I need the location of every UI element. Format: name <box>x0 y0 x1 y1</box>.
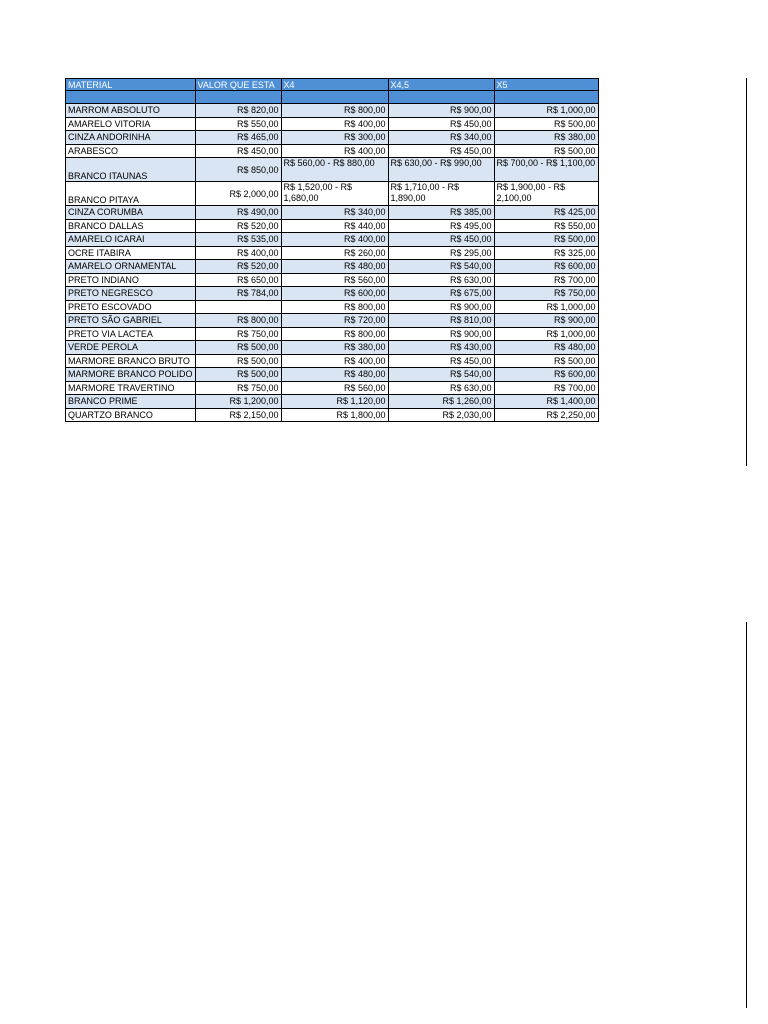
cell-x45: R$ 2,030,00 <box>388 408 494 422</box>
cell-x45: R$ 630,00 <box>388 273 494 287</box>
cell-x45: R$ 1,260,00 <box>388 395 494 409</box>
page-border-top-segment <box>746 78 747 466</box>
table-body <box>66 104 599 422</box>
cell-material: BRANCO PRIME <box>66 395 196 409</box>
cell-x4: R$ 380,00 <box>281 341 388 355</box>
cell-x5: R$ 900,00 <box>494 314 598 328</box>
header-x5: X5 <box>494 79 598 91</box>
cell-x5: R$ 380,00 <box>494 131 598 145</box>
header-blank-row <box>66 91 599 104</box>
cell-x45: R$ 900,00 <box>388 300 494 314</box>
cell-x45: R$ 385,00 <box>388 206 494 220</box>
cell-x4: R$ 300,00 <box>281 131 388 145</box>
cell-x5: R$ 325,00 <box>494 246 598 260</box>
blank-cell <box>281 91 388 104</box>
cell-valor: R$ 550,00 <box>195 117 281 131</box>
cell-material: AMARELO ICARAI <box>66 233 196 247</box>
cell-x5: R$ 500,00 <box>494 233 598 247</box>
cell-material: BRANCO ITAUNAS <box>66 158 196 182</box>
blank-cell <box>66 91 196 104</box>
cell-valor: R$ 400,00 <box>195 246 281 260</box>
cell-x4: R$ 1,120,00 <box>281 395 388 409</box>
cell-valor: R$ 500,00 <box>195 341 281 355</box>
cell-material: CINZA CORUMBA <box>66 206 196 220</box>
cell-valor: R$ 2,150,00 <box>195 408 281 422</box>
cell-x4: R$ 400,00 <box>281 233 388 247</box>
cell-material: BRANCO DALLAS <box>66 219 196 233</box>
cell-material: PRETO NEGRESCO <box>66 287 196 301</box>
cell-valor: R$ 800,00 <box>195 314 281 328</box>
cell-material: CINZA ANDORINHA <box>66 131 196 145</box>
cell-x4: R$ 560,00 - R$ 880,00 <box>281 158 388 182</box>
cell-x45: R$ 450,00 <box>388 354 494 368</box>
table-row <box>66 260 599 274</box>
table-row <box>66 246 599 260</box>
cell-x5: R$ 500,00 <box>494 144 598 158</box>
header-x4: X4 <box>281 79 388 91</box>
cell-x4: R$ 400,00 <box>281 354 388 368</box>
table-row <box>66 182 599 206</box>
cell-x5: R$ 1,000,00 <box>494 104 598 118</box>
table-row <box>66 104 599 118</box>
cell-x5: R$ 600,00 <box>494 368 598 382</box>
table-row <box>66 219 599 233</box>
header-material: MATERIAL <box>66 79 196 91</box>
cell-valor: R$ 750,00 <box>195 327 281 341</box>
cell-x5: R$ 500,00 <box>494 117 598 131</box>
table-row <box>66 273 599 287</box>
table-row <box>66 368 599 382</box>
cell-x45: R$ 810,00 <box>388 314 494 328</box>
table-row <box>66 206 599 220</box>
table-row <box>66 408 599 422</box>
cell-x5: R$ 1,000,00 <box>494 300 598 314</box>
blank-cell <box>494 91 598 104</box>
cell-valor: R$ 1,200,00 <box>195 395 281 409</box>
cell-valor: R$ 820,00 <box>195 104 281 118</box>
table-row <box>66 117 599 131</box>
cell-x4: R$ 260,00 <box>281 246 388 260</box>
cell-x5: R$ 700,00 <box>494 273 598 287</box>
cell-valor: R$ 750,00 <box>195 381 281 395</box>
cell-x5: R$ 600,00 <box>494 260 598 274</box>
cell-x45: R$ 450,00 <box>388 233 494 247</box>
cell-x45: R$ 495,00 <box>388 219 494 233</box>
cell-valor: R$ 500,00 <box>195 354 281 368</box>
cell-x45: R$ 295,00 <box>388 246 494 260</box>
cell-material: MARMORE BRANCO BRUTO <box>66 354 196 368</box>
cell-material: MARMORE BRANCO POLIDO <box>66 368 196 382</box>
cell-x4: R$ 720,00 <box>281 314 388 328</box>
cell-x45: R$ 630,00 - R$ 990,00 <box>388 158 494 182</box>
cell-x4: R$ 560,00 <box>281 273 388 287</box>
table-row <box>66 381 599 395</box>
table-row <box>66 395 599 409</box>
cell-x4: R$ 480,00 <box>281 260 388 274</box>
cell-x45: R$ 340,00 <box>388 131 494 145</box>
cell-valor: R$ 520,00 <box>195 260 281 274</box>
cell-x45: R$ 450,00 <box>388 117 494 131</box>
cell-x4: R$ 800,00 <box>281 104 388 118</box>
cell-x45: R$ 540,00 <box>388 368 494 382</box>
table-row <box>66 131 599 145</box>
header-valor: VALOR QUE ESTA <box>195 79 281 91</box>
cell-x4: R$ 800,00 <box>281 327 388 341</box>
table-row <box>66 144 599 158</box>
cell-material: MARMORE TRAVERTINO <box>66 381 196 395</box>
cell-material: QUARTZO BRANCO <box>66 408 196 422</box>
cell-x4: R$ 400,00 <box>281 144 388 158</box>
cell-x4: R$ 440,00 <box>281 219 388 233</box>
cell-material: AMARELO VITORIA <box>66 117 196 131</box>
cell-material: PRETO VIA LACTEA <box>66 327 196 341</box>
cell-valor: R$ 784,00 <box>195 287 281 301</box>
cell-valor <box>195 300 281 314</box>
cell-valor: R$ 650,00 <box>195 273 281 287</box>
cell-x4: R$ 1,520,00 - R$ 1,680,00 <box>281 182 388 206</box>
table-row <box>66 158 599 182</box>
cell-x4: R$ 340,00 <box>281 206 388 220</box>
cell-material: MARROM ABSOLUTO <box>66 104 196 118</box>
cell-x45: R$ 675,00 <box>388 287 494 301</box>
cell-x5: R$ 1,900,00 - R$ 2,100,00 <box>494 182 598 206</box>
cell-valor: R$ 520,00 <box>195 219 281 233</box>
cell-valor: R$ 465,00 <box>195 131 281 145</box>
cell-valor: R$ 850,00 <box>195 158 281 182</box>
table-row <box>66 341 599 355</box>
cell-material: AMARELO ORNAMENTAL <box>66 260 196 274</box>
cell-x5: R$ 500,00 <box>494 354 598 368</box>
cell-x45: R$ 450,00 <box>388 144 494 158</box>
table-row <box>66 327 599 341</box>
cell-x5: R$ 1,000,00 <box>494 327 598 341</box>
cell-x5: R$ 550,00 <box>494 219 598 233</box>
cell-x4: R$ 480,00 <box>281 368 388 382</box>
cell-x45: R$ 630,00 <box>388 381 494 395</box>
cell-valor: R$ 535,00 <box>195 233 281 247</box>
cell-x4: R$ 560,00 <box>281 381 388 395</box>
table-row <box>66 354 599 368</box>
cell-x45: R$ 1,710,00 - R$ 1,890,00 <box>388 182 494 206</box>
blank-cell <box>195 91 281 104</box>
cell-material: ARABESCO <box>66 144 196 158</box>
cell-x5: R$ 480,00 <box>494 341 598 355</box>
cell-x45: R$ 900,00 <box>388 327 494 341</box>
cell-x4: R$ 600,00 <box>281 287 388 301</box>
header-x45: X4,5 <box>388 79 494 91</box>
cell-material: PRETO INDIANO <box>66 273 196 287</box>
cell-material: BRANCO PITAYA <box>66 182 196 206</box>
cell-x4: R$ 800,00 <box>281 300 388 314</box>
cell-valor: R$ 450,00 <box>195 144 281 158</box>
blank-cell <box>388 91 494 104</box>
cell-x5: R$ 750,00 <box>494 287 598 301</box>
cell-material: OCRE ITABIRA <box>66 246 196 260</box>
cell-x4: R$ 1,800,00 <box>281 408 388 422</box>
table-row <box>66 300 599 314</box>
cell-valor: R$ 490,00 <box>195 206 281 220</box>
table-row <box>66 314 599 328</box>
cell-x5: R$ 425,00 <box>494 206 598 220</box>
cell-x5: R$ 2,250,00 <box>494 408 598 422</box>
price-table <box>65 78 599 422</box>
cell-x45: R$ 430,00 <box>388 341 494 355</box>
cell-valor: R$ 2,000,00 <box>195 182 281 206</box>
cell-material: VERDE PEROLA <box>66 341 196 355</box>
cell-x5: R$ 700,00 <box>494 381 598 395</box>
cell-material: PRETO SÃO GABRIEL <box>66 314 196 328</box>
table-row <box>66 233 599 247</box>
page-border-bottom-segment <box>746 622 747 1008</box>
cell-valor: R$ 500,00 <box>195 368 281 382</box>
cell-x5: R$ 700,00 - R$ 1,100,00 <box>494 158 598 182</box>
cell-x5: R$ 1,400,00 <box>494 395 598 409</box>
cell-x45: R$ 540,00 <box>388 260 494 274</box>
table-row <box>66 287 599 301</box>
cell-material: PRETO ESCOVADO <box>66 300 196 314</box>
cell-x45: R$ 900,00 <box>388 104 494 118</box>
header-row <box>66 79 599 91</box>
cell-x4: R$ 400,00 <box>281 117 388 131</box>
